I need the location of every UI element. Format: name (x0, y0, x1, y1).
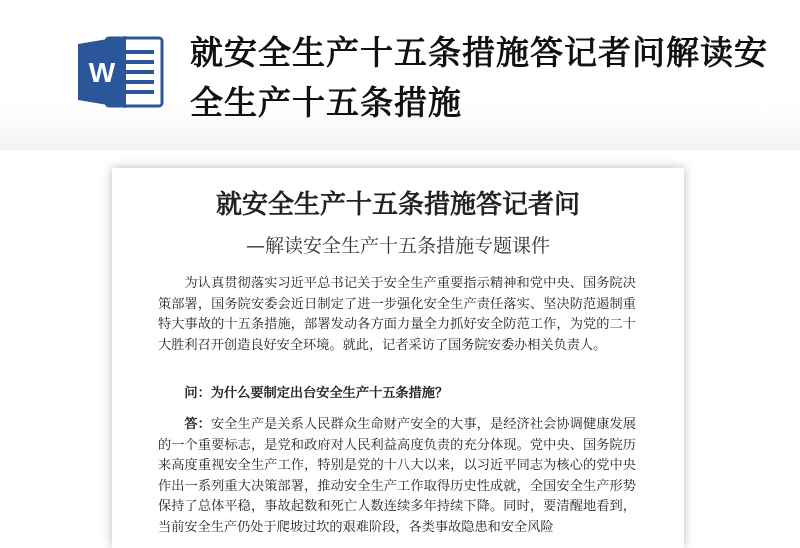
answer-text: 安全生产是关系人民群众生命财产安全的大事，是经济社会协调健康发展的一个重要标志，是党和政府对人民利益高度负责的充分体现。党中央、国务院历来高度重视安全生产工作，特别是党的十八大以来，以习近平同志为核心的党中央作出一系列重大决策部署，推动安全生产工作取得历史性成就，全国安全生产形势保持了总体平稳，事故起数和死亡人数连续多年持续下降。同时，要清醒地看到，当前安全生产仍处于爬坡过坎的艰难阶段，各类事故隐患和安全风险 (158, 417, 637, 535)
document-title: 就安全生产十五条措施答记者问 (215, 190, 580, 220)
page-title: 就安全生产十五条措施答记者问解读安全生产十五条措施 (190, 33, 768, 122)
document-subtitle: —解读安全生产十五条措施专题课件 (245, 235, 550, 257)
word-icon-letter: W (88, 57, 116, 88)
word-document-icon (76, 32, 164, 112)
answer-label: 答： (184, 417, 211, 432)
header-banner (0, 0, 800, 150)
intro-paragraph: 为认真贯彻落实习近平总书记关于安全生产重要指示精神和党中央、国务院决策部署，国务院安委会近日制定了进一步强化安全生产责任落实、坚决防范遏制重特大事故的十五条措施，部署发动各方面力量全力抓好安全防范工作，为党的二十大胜利召开创造良好安全环境。就此，记者采访了国务院安委办相关负责人。 (158, 276, 636, 353)
document-page (112, 168, 684, 548)
answer-paragraph (158, 415, 636, 538)
question-heading: 问：为什么要制定出台安全生产十五条措施？ (184, 386, 449, 401)
